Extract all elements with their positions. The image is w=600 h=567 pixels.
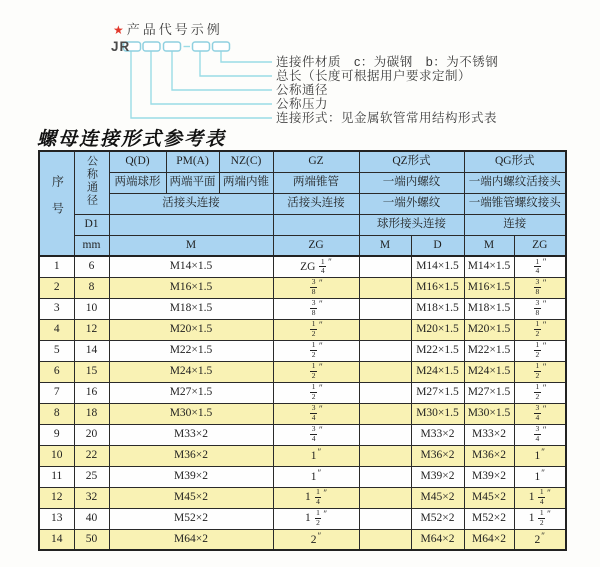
header-row4-qg: 连接 (464, 214, 566, 235)
cell-m: M36×2 (109, 445, 273, 466)
cell-dn: 22 (74, 445, 109, 466)
cell-qz_m (359, 508, 411, 529)
cell-qz_m (359, 319, 411, 340)
header-unit-m: M (109, 235, 273, 256)
cell-qz_d: M18×1.5 (411, 298, 464, 319)
table-row (39, 487, 566, 508)
cell-qg_zg: $\frac{1}{2}$ ″ (514, 382, 566, 403)
cell-qz_d: M39×2 (411, 466, 464, 487)
cell-qg_zg: $\frac{3}{8}$ ″ (514, 277, 566, 298)
table-row (39, 298, 566, 319)
cell-qg_zg: $\frac{3}{4}$ ″ (514, 424, 566, 445)
cell-qg_m: M22×1.5 (464, 340, 514, 361)
cell-seq: 2 (39, 277, 74, 298)
cell-qg_zg: $\frac{3}{4}$ ″ (514, 403, 566, 424)
code-boxes (124, 42, 230, 51)
cell-qz_d: M64×2 (411, 529, 464, 550)
cell-gz: $\frac{3}{8}$ ″ (273, 277, 359, 298)
code-label-length: 总长（长度可根据用户要求定制） (276, 68, 472, 83)
cell-qz_d: M33×2 (411, 424, 464, 445)
cell-seq: 4 (39, 319, 74, 340)
cell-qz_d: M24×1.5 (411, 361, 464, 382)
header-unit-qg-zg: ZG (514, 235, 566, 256)
header-code-pm: PM(A) (166, 151, 219, 172)
header-code-qg: QG形式 (464, 151, 566, 172)
cell-dn: 6 (74, 256, 109, 277)
header-row4-qz: 球形接头连接 (359, 214, 464, 235)
cell-qg_m: M52×2 (464, 508, 514, 529)
cell-m: M33×2 (109, 424, 273, 445)
header-union-gz: 活接头连接 (273, 193, 359, 214)
header-dn: 公称通径 (74, 151, 109, 214)
table-row (39, 445, 566, 466)
header-sub-nz: 两端内锥 (219, 172, 273, 193)
cell-gz: $\frac{3}{4}$ ″ (273, 403, 359, 424)
cell-qz_d: M14×1.5 (411, 256, 464, 277)
code-label-diameter: 公称通径 (276, 82, 329, 97)
cell-dn: 25 (74, 466, 109, 487)
cell-dn: 40 (74, 508, 109, 529)
cell-dn: 8 (74, 277, 109, 298)
cell-dn: 14 (74, 340, 109, 361)
code-prefix: JR (111, 39, 131, 54)
cell-m: M20×1.5 (109, 319, 273, 340)
table-body (39, 256, 566, 550)
table-row (39, 382, 566, 403)
cell-qg_zg: $\frac{1}{4}$ ″ (514, 256, 566, 277)
cell-qg_m: M16×1.5 (464, 277, 514, 298)
cell-qg_zg: $\frac{1}{2}$ ″ (514, 361, 566, 382)
cell-qz_d: M27×1.5 (411, 382, 464, 403)
cell-qg_zg: $\frac{1}{2}$ ″ (514, 319, 566, 340)
header-unit-qz-m: M (359, 235, 411, 256)
table-row (39, 340, 566, 361)
cell-qz_m (359, 340, 411, 361)
cell-gz: $\frac{3}{4}$ ″ (273, 424, 359, 445)
cell-seq: 3 (39, 298, 74, 319)
code-label-connection: 连接形式：见金属软管常用结构形式表 (276, 110, 498, 125)
cell-qz_m (359, 382, 411, 403)
cell-qg_m: M33×2 (464, 424, 514, 445)
cell-dn: 20 (74, 424, 109, 445)
cell-m: M24×1.5 (109, 361, 273, 382)
cell-qg_m: M36×2 (464, 445, 514, 466)
cell-qg_m: M45×2 (464, 487, 514, 508)
cell-qg_zg: 1 $\frac{1}{2}$ ″ (514, 508, 566, 529)
nut-connection-reference-table (38, 150, 567, 551)
table-row (39, 466, 566, 487)
cell-seq: 13 (39, 508, 74, 529)
header-sub-gz: 两端锥管 (273, 172, 359, 193)
header-blank-gz (273, 214, 359, 235)
cell-m: M22×1.5 (109, 340, 273, 361)
table-row (39, 256, 566, 277)
header-unit-qg-m: M (464, 235, 514, 256)
cell-qz_m (359, 256, 411, 277)
header-code-qz: QZ形式 (359, 151, 464, 172)
header-mm: mm (74, 235, 109, 256)
cell-gz: $\frac{1}{2}$ ″ (273, 319, 359, 340)
cell-seq: 1 (39, 256, 74, 277)
table-row (39, 529, 566, 550)
table-row (39, 319, 566, 340)
header-code-qd: Q(D) (109, 151, 166, 172)
code-label-material: 连接件材质 c：为碳钢 b：为不锈钢 (276, 54, 499, 69)
cell-seq: 5 (39, 340, 74, 361)
cell-seq: 11 (39, 466, 74, 487)
cell-gz: ZG $\frac{1}{4}$ ″ (273, 256, 359, 277)
code-box-4 (193, 42, 210, 51)
diagram-heading (113, 19, 223, 38)
cell-qz_m (359, 424, 411, 445)
header-code-gz: GZ (273, 151, 359, 172)
cell-qz_m (359, 445, 411, 466)
cell-seq: 8 (39, 403, 74, 424)
cell-m: M30×1.5 (109, 403, 273, 424)
cell-dn: 18 (74, 403, 109, 424)
table-title: 螺母连接形式参考表 (37, 129, 227, 150)
header-unit-zg: ZG (273, 235, 359, 256)
code-box-3 (164, 42, 181, 51)
table-row (39, 424, 566, 445)
cell-seq: 12 (39, 487, 74, 508)
cell-m: M64×2 (109, 529, 273, 550)
cell-gz: 1 $\frac{1}{2}$ ″ (273, 508, 359, 529)
cell-qz_m (359, 361, 411, 382)
connector-lines (131, 47, 272, 119)
cell-qz_m (359, 403, 411, 424)
cell-qg_m: M64×2 (464, 529, 514, 550)
cell-gz: $\frac{1}{2}$ ″ (273, 382, 359, 403)
cell-m: M52×2 (109, 508, 273, 529)
diagram-title: 产品代号示例 (126, 22, 223, 37)
cell-dn: 15 (74, 361, 109, 382)
cell-qz_d: M22×1.5 (411, 340, 464, 361)
cell-qg_zg: 1″ (514, 466, 566, 487)
cell-dn: 50 (74, 529, 109, 550)
header-sub-qz: 一端内螺纹 (359, 172, 464, 193)
header-row3-qg: 一端锥管螺纹接头 (464, 193, 566, 214)
cell-dn: 16 (74, 382, 109, 403)
cell-qg_zg: 1″ (514, 445, 566, 466)
cell-qg_m: M14×1.5 (464, 256, 514, 277)
cell-gz: 1″ (273, 466, 359, 487)
cell-gz: 1 $\frac{1}{4}$ ″ (273, 487, 359, 508)
cell-dn: 10 (74, 298, 109, 319)
cell-qg_m: M39×2 (464, 466, 514, 487)
cell-dn: 12 (74, 319, 109, 340)
star-icon: ★ (113, 23, 124, 37)
cell-qz_m (359, 487, 411, 508)
header-blank-left (109, 214, 273, 235)
cell-gz: $\frac{1}{2}$ ″ (273, 340, 359, 361)
cell-gz: 1″ (273, 445, 359, 466)
cell-qg_m: M30×1.5 (464, 403, 514, 424)
cell-m: M45×2 (109, 487, 273, 508)
cell-dn: 32 (74, 487, 109, 508)
cell-qg_zg: $\frac{1}{2}$ ″ (514, 340, 566, 361)
code-box-5 (213, 42, 230, 51)
cell-m: M39×2 (109, 466, 273, 487)
table-row (39, 403, 566, 424)
table-row (39, 361, 566, 382)
cell-seq: 14 (39, 529, 74, 550)
table-header (39, 151, 566, 256)
cell-seq: 7 (39, 382, 74, 403)
cell-m: M27×1.5 (109, 382, 273, 403)
table-row (39, 277, 566, 298)
cell-qg_zg: 1 $\frac{1}{4}$ ″ (514, 487, 566, 508)
cell-qz_m (359, 277, 411, 298)
table-row (39, 508, 566, 529)
cell-qz_m (359, 466, 411, 487)
header-seq: 序号 (39, 151, 74, 256)
header-row3-qz: 一端外螺纹 (359, 193, 464, 214)
cell-qz_d: M52×2 (411, 508, 464, 529)
code-box-2 (143, 42, 160, 51)
header-d1: D1 (74, 214, 109, 235)
cell-qz_d: M20×1.5 (411, 319, 464, 340)
header-sub-qd: 两端球形 (109, 172, 166, 193)
cell-m: M18×1.5 (109, 298, 273, 319)
cell-gz: 2″ (273, 529, 359, 550)
cell-m: M14×1.5 (109, 256, 273, 277)
code-label-pressure: 公称压力 (276, 96, 329, 111)
cell-qg_m: M27×1.5 (464, 382, 514, 403)
header-code-nz: NZ(C) (219, 151, 273, 172)
cell-qg_zg: 2″ (514, 529, 566, 550)
cell-gz: $\frac{3}{8}$ ″ (273, 298, 359, 319)
cell-qz_d: M16×1.5 (411, 277, 464, 298)
cell-qg_zg: $\frac{3}{8}$ ″ (514, 298, 566, 319)
header-sub-pm: 两端平面 (166, 172, 219, 193)
cell-seq: 6 (39, 361, 74, 382)
cell-seq: 10 (39, 445, 74, 466)
cell-qg_m: M24×1.5 (464, 361, 514, 382)
header-union-left: 活接头连接 (109, 193, 273, 214)
cell-qz_d: M45×2 (411, 487, 464, 508)
cell-qz_m (359, 298, 411, 319)
cell-m: M16×1.5 (109, 277, 273, 298)
cell-qz_d: M36×2 (411, 445, 464, 466)
header-sub-qg: 一端内螺纹活接头 (464, 172, 566, 193)
header-unit-qz-d: D (411, 235, 464, 256)
cell-gz: $\frac{1}{2}$ ″ (273, 361, 359, 382)
cell-qg_m: M20×1.5 (464, 319, 514, 340)
cell-qz_d: M30×1.5 (411, 403, 464, 424)
cell-qz_m (359, 529, 411, 550)
cell-seq: 9 (39, 424, 74, 445)
cell-qg_m: M18×1.5 (464, 298, 514, 319)
